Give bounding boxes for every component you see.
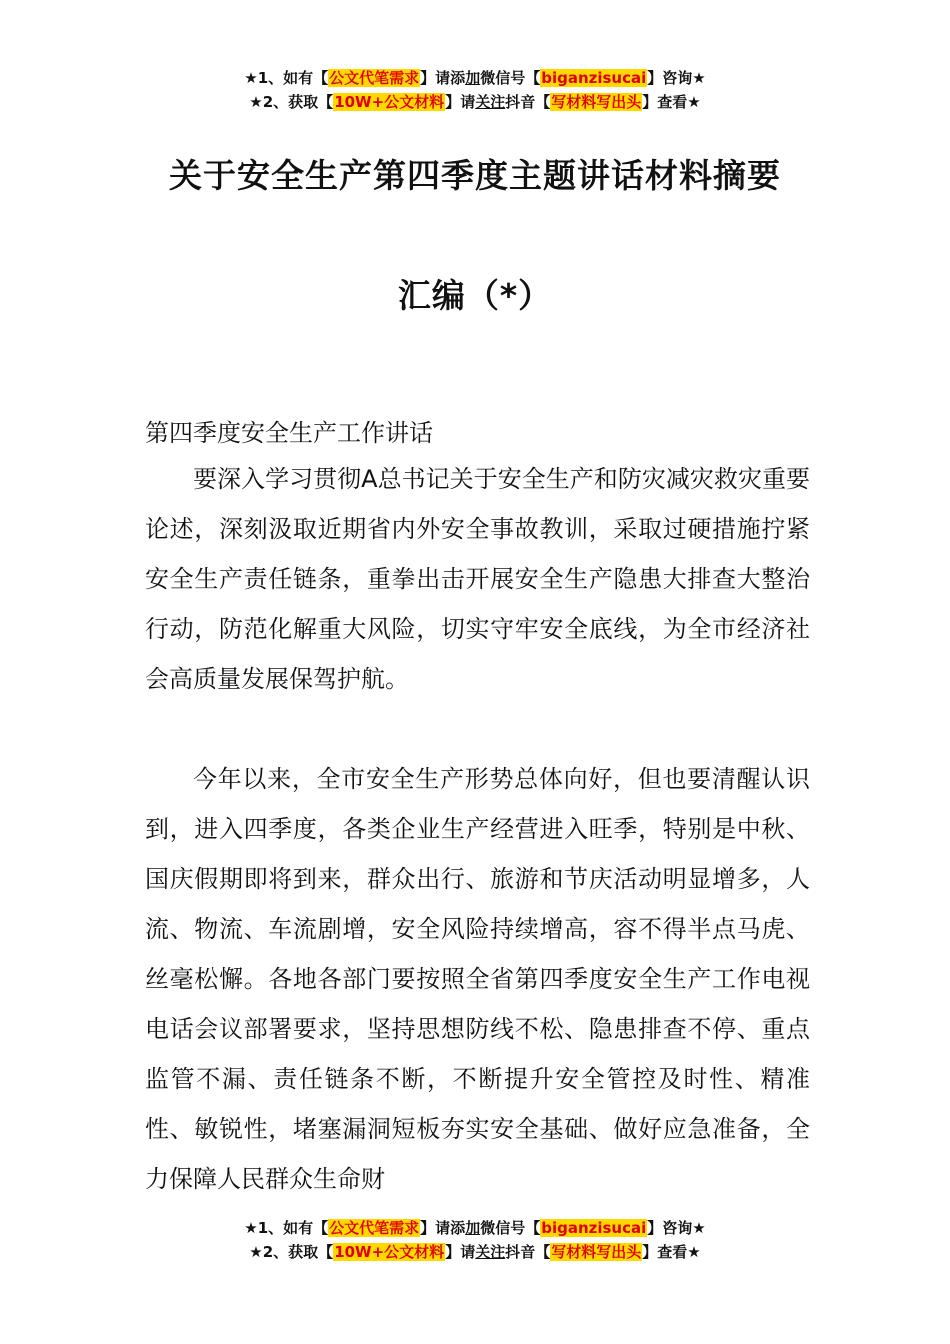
banner-text-underlined: 加: [465, 69, 481, 87]
banner-line-2: [0, 1240, 950, 1264]
body-paragraph-1: 要深入学习贯彻A总书记关于安全生产和防灾减灾救灾重要论述，深刻汲取近期省内外安全事故教训，采取过硬措施拧紧安全生产责任链条，重拳出击开展安全生产隐患大排查大整治行动，防范化解重大风险，切实守牢安全底线，为全市经济社会高质量发展保驾护航。: [145, 465, 810, 693]
banner-text: 微信号【: [480, 1219, 541, 1237]
banner-text: 】查看★: [642, 1243, 701, 1261]
star-icon: ★: [244, 1219, 258, 1237]
banner-text: 】咨询★: [647, 69, 706, 87]
footer-banner: [0, 1216, 950, 1264]
banner-text-underlined: 加: [465, 1219, 481, 1237]
section-subheading: 第四季度安全生产工作讲话: [145, 419, 433, 447]
document-body: [145, 414, 810, 1204]
highlight-service: 公文代笔需求: [329, 1219, 420, 1237]
banner-text: 】请添: [420, 69, 466, 87]
banner-text: 抖音【: [505, 1243, 551, 1261]
banner-line-2: [0, 90, 950, 114]
banner-text: 】请: [445, 1243, 476, 1261]
banner-text-underlined: 关注: [475, 93, 506, 111]
highlight-materials: 10W+公文材料: [334, 1243, 445, 1261]
document-title-line-2: 汇编（*）: [397, 276, 553, 315]
banner-text-underlined: 关注: [475, 1243, 506, 1261]
banner-text: 】请: [445, 93, 476, 111]
star-icon: ★: [244, 69, 258, 87]
highlight-wechat-id: biganzisucai: [541, 1219, 647, 1237]
banner-text: 1、如有【: [257, 1219, 329, 1237]
highlight-douyin-account: 写材料写出头: [551, 1243, 642, 1261]
banner-line-1: [0, 66, 950, 90]
banner-line-1: [0, 1216, 950, 1240]
banner-text: 1、如有【: [257, 69, 329, 87]
body-paragraph-2: 今年以来，全市安全生产形势总体向好，但也要清醒认识到，进入四季度，各类企业生产经营进入旺季，特别是中秋、国庆假期即将到来，群众出行、旅游和节庆活动明显增多，人流、物流、车流剧增，安全风险持续增高，容不得半点马虎、丝毫松懈。各地各部门要按照全省第四季度安全生产工作电视电话会议部署要求，坚持思想防线不松、隐患排查不停、重点监管不漏、责任链条不断，不断提升安全管控及时性、精准性、敏锐性，堵塞漏洞短板夯实安全基础、做好应急准备，全力保障人民群众生命财: [145, 765, 810, 1193]
highlight-douyin-account: 写材料写出头: [551, 93, 642, 111]
banner-text: 抖音【: [505, 93, 551, 111]
banner-text: 微信号【: [480, 69, 541, 87]
banner-text: 2、获取【: [262, 93, 334, 111]
banner-text: 2、获取【: [262, 1243, 334, 1261]
highlight-materials: 10W+公文材料: [334, 93, 445, 111]
banner-text: 】请添: [420, 1219, 466, 1237]
highlight-wechat-id: biganzisucai: [541, 69, 647, 87]
banner-text: 】查看★: [642, 93, 701, 111]
highlight-service: 公文代笔需求: [329, 69, 420, 87]
header-banner: [0, 66, 950, 114]
document-title-line-1: 关于安全生产第四季度主题讲话材料摘要: [169, 156, 781, 195]
star-icon: ★: [249, 93, 263, 111]
star-icon: ★: [249, 1243, 263, 1261]
banner-text: 】咨询★: [647, 1219, 706, 1237]
